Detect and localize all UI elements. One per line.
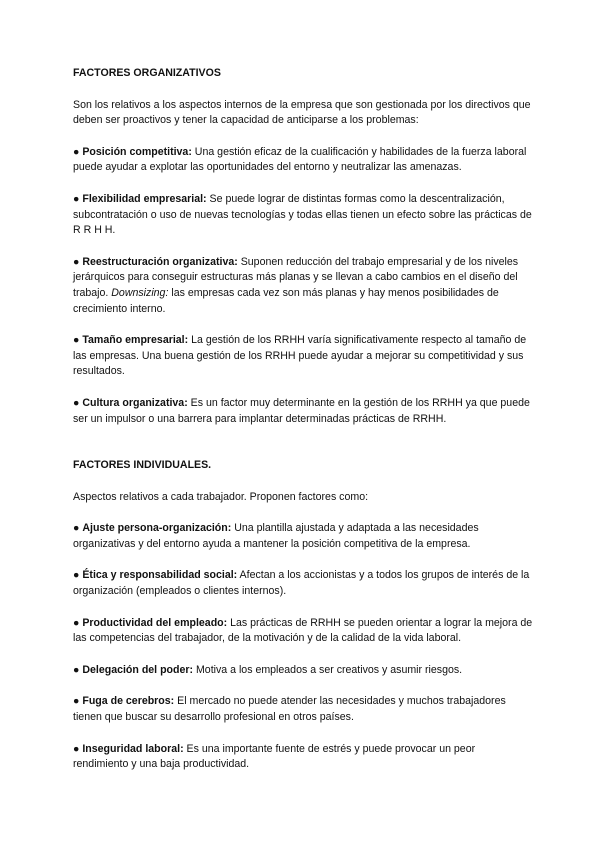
- bullet-icon: ●: [73, 616, 80, 629]
- spacer: [73, 239, 533, 255]
- item-term: Fuga de cerebros:: [82, 695, 175, 708]
- bullet-icon: ●: [73, 742, 80, 755]
- list-item-etica-responsabilidad-social: [73, 568, 533, 599]
- list-item-posicion-competitiva: [73, 145, 533, 176]
- document-page: [73, 66, 533, 773]
- item-text: Una plantilla ajustada y adaptada a las necesidades organizativas y del entorno ayuda a mantener la posición competitiva de la empresa.: [73, 522, 479, 550]
- item-text: El mercado no puede atender las necesidades y muchos trabajadores tienen que buscar su desarrollo profesional en otros países.: [73, 695, 506, 724]
- spacer: [73, 129, 533, 145]
- item-term: Ajuste persona-organización:: [82, 522, 232, 535]
- item-text: Las prácticas de RRHH se pueden orientar a lograr la mejora de las competencias del trabajador, de la motivación y de la calidad de la vida laboral.: [73, 616, 533, 645]
- item-term: Delegación del poder:: [82, 663, 194, 676]
- list-item-reestructuracion-organizativa: [73, 255, 533, 317]
- item-term: Productividad del empleado:: [82, 616, 228, 629]
- item-term: Ética y responsabilidad social:: [82, 569, 238, 582]
- spacer: [73, 647, 533, 663]
- item-term: Tamaño empresarial:: [82, 334, 189, 347]
- item-text: Es un factor muy determinante en la gestión de los RRHH ya que puede ser un impulsor o una barrera para implantar determinadas prácticas de RRHH.: [73, 396, 530, 425]
- list-item-fuga-cerebros: [73, 694, 533, 725]
- bullet-icon: ●: [73, 396, 80, 409]
- spacer: [73, 552, 533, 568]
- spacer: [73, 82, 533, 98]
- spacer: [73, 427, 533, 458]
- spacer: [73, 600, 533, 616]
- section-title-individuales: FACTORES INDIVIDUALES.: [73, 459, 212, 472]
- spacer: [73, 380, 533, 396]
- section-intro-organizativos: Son los relativos a los aspectos internos de la empresa que son gestionada por los directivos que deben ser proactivos y tener la capacidad de anticiparse a los problemas:: [73, 98, 531, 127]
- list-item-flexibilidad-empresarial: [73, 192, 533, 239]
- section-intro-individuales: Aspectos relativos a cada trabajador. Proponen factores como:: [73, 490, 369, 503]
- item-text: Una gestión eficaz de la cualificación y habilidades de la fuerza laboral puede ayudar a explotar las oportunidades del entorno y neutralizar las amenazas.: [73, 145, 527, 174]
- spacer: [73, 678, 533, 694]
- item-text: Afectan a los accionistas y a todos los grupos de interés de la organización (empleados o clientes internos).: [73, 569, 530, 598]
- item-term: Cultura organizativa:: [82, 396, 188, 409]
- item-emphasis: Downsizing:: [111, 286, 169, 299]
- item-text: Se puede lograr de distintas formas como la descentralización, subcontratación o uso de nuevas tecnologías y todas ellas tienen un efecto sobre las prácticas de R R H H.: [73, 192, 532, 237]
- item-text: La gestión de los RRHH varía significativamente respecto al tamaño de las empresas. Una buena gestión de los RRHH puede ayudar a mejorar su competitividad y sus resultados.: [73, 334, 527, 378]
- bullet-icon: ●: [73, 569, 80, 582]
- item-text-continued: las empresas cada vez son más planas y hay menos posibilidades de crecimiento interno.: [73, 286, 499, 315]
- list-item-inseguridad-laboral: [73, 742, 533, 773]
- bullet-icon: ●: [73, 334, 80, 347]
- list-item-delegacion-poder: [73, 663, 533, 679]
- bullet-icon: ●: [73, 192, 80, 205]
- bullet-icon: ●: [73, 695, 80, 708]
- item-term: Reestructuración organizativa:: [82, 255, 238, 268]
- spacer: [73, 726, 533, 742]
- item-term: Flexibilidad empresarial:: [82, 192, 207, 205]
- list-item-tamano-empresarial: [73, 333, 533, 380]
- spacer: [73, 474, 533, 490]
- item-term: Inseguridad laboral:: [82, 742, 184, 755]
- item-text: Motiva a los empleados a ser creativos y asumir riesgos.: [193, 663, 463, 676]
- item-term: Posición competitiva:: [82, 145, 192, 158]
- list-item-cultura-organizativa: [73, 396, 533, 427]
- bullet-icon: ●: [73, 145, 80, 158]
- list-item-ajuste-persona-organizacion: [73, 521, 533, 552]
- spacer: [73, 505, 533, 521]
- item-text: Suponen reducción del trabajo empresarial y de los niveles jerárquicos para conseguir estructuras más planas y se llevan a cabo cambios en el diseño del trabajo.: [73, 255, 519, 299]
- section-title-organizativos: FACTORES ORGANIZATIVOS: [73, 67, 221, 79]
- list-item-productividad-empleado: [73, 616, 533, 647]
- spacer: [73, 317, 533, 333]
- item-text: Es una importante fuente de estrés y puede provocar un peor rendimiento y una baja productividad.: [73, 742, 476, 771]
- bullet-icon: ●: [73, 255, 80, 268]
- bullet-icon: ●: [73, 522, 80, 535]
- spacer: [73, 176, 533, 192]
- bullet-icon: ●: [73, 663, 80, 676]
